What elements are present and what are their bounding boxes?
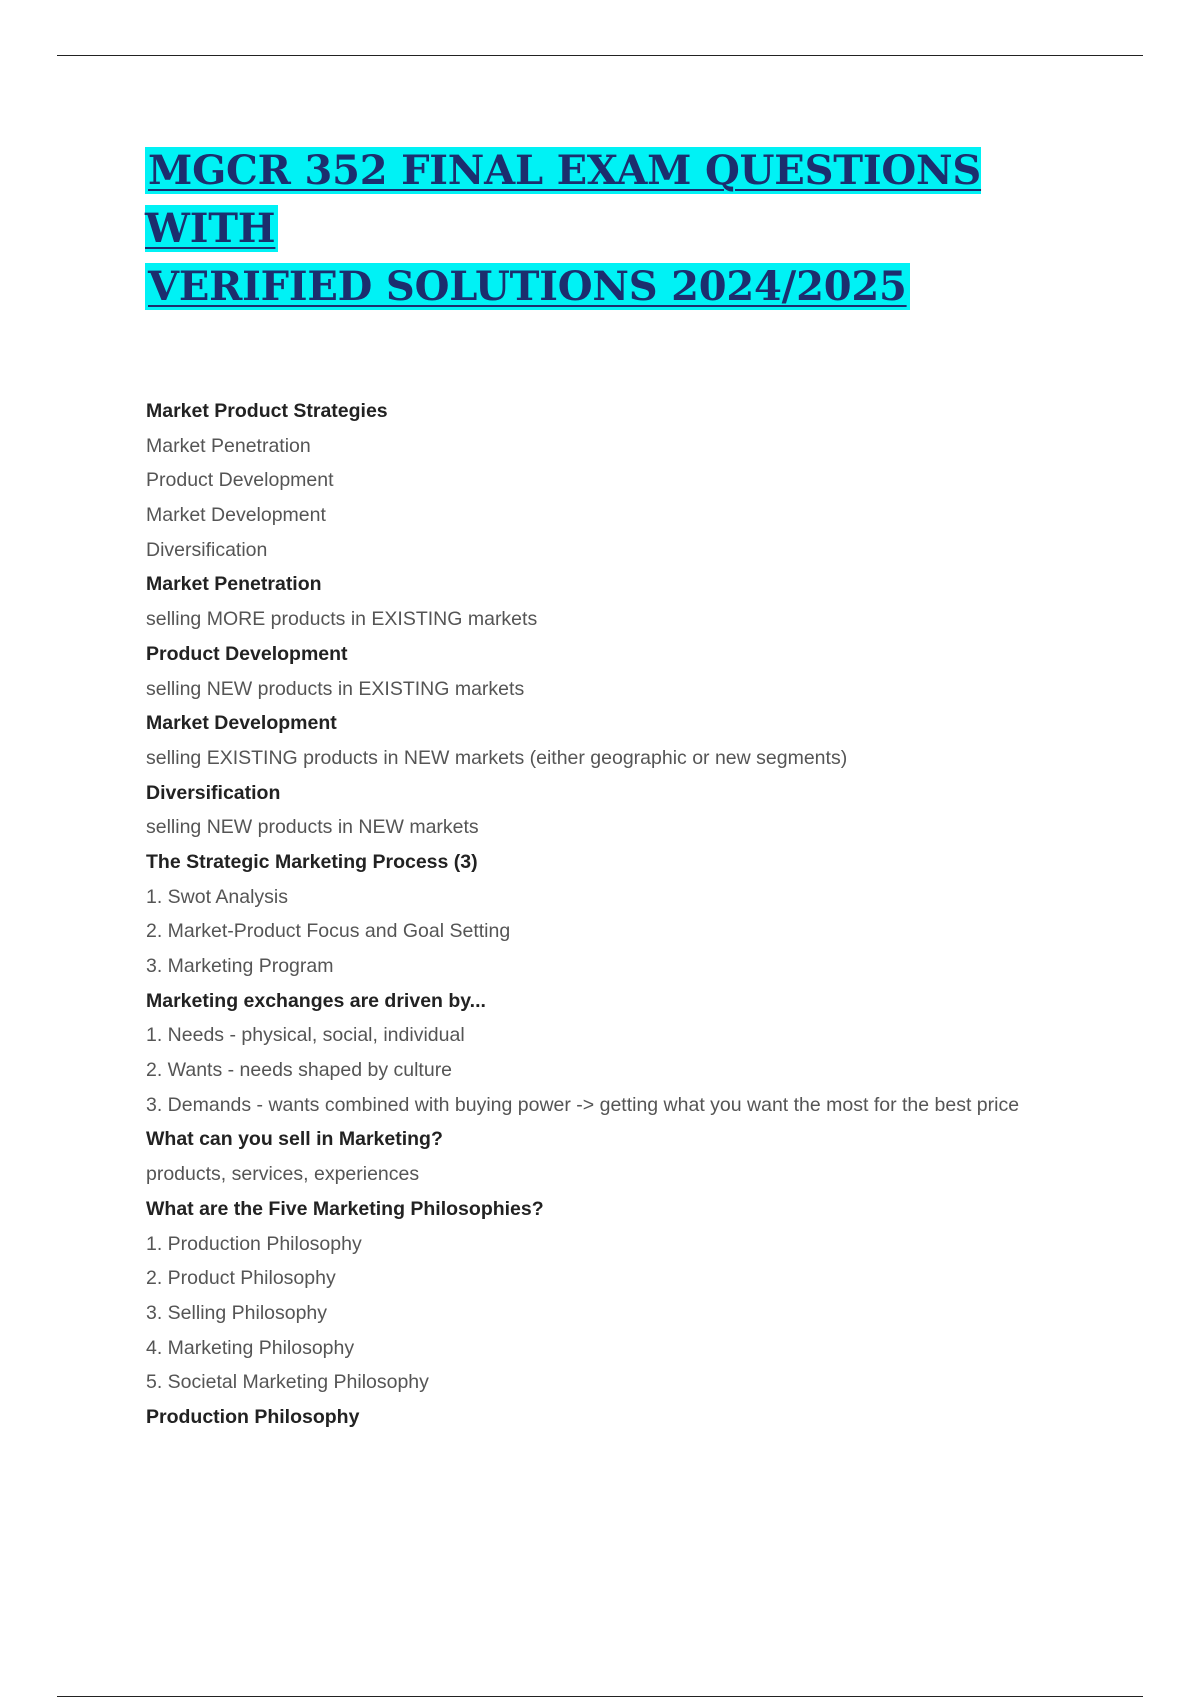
question-heading: Market Development	[146, 712, 337, 735]
answer-line: 1. Swot Analysis	[146, 885, 288, 908]
answer-line: Market Penetration	[146, 434, 311, 457]
answer-line: Product Development	[146, 469, 334, 492]
top-rule	[57, 55, 1143, 56]
answer-line: selling NEW products in EXISTING markets	[146, 677, 525, 700]
question-heading: Market Product Strategies	[146, 400, 388, 422]
answer-line: 2. Market-Product Focus and Goal Setting	[146, 920, 511, 943]
question-heading: Marketing exchanges are driven by...	[146, 989, 486, 1012]
answer-line: Diversification	[146, 538, 268, 561]
answer-line: 5. Societal Marketing Philosophy	[146, 1371, 429, 1394]
question-heading: What can you sell in Marketing?	[146, 1128, 443, 1151]
answer-line: products, services, experiences	[146, 1163, 420, 1186]
answer-line: 3. Marketing Program	[146, 955, 334, 977]
document-title	[145, 142, 1085, 316]
question-heading: Diversification	[146, 781, 281, 804]
answer-line: selling MORE products in EXISTING markets	[146, 608, 538, 631]
question-heading: What are the Five Marketing Philosophies?	[146, 1197, 544, 1220]
question-heading: Production Philosophy	[146, 1405, 360, 1428]
answer-line: 4. Marketing Philosophy	[146, 1336, 355, 1359]
answer-line: 1. Needs - physical, social, individual	[146, 1024, 465, 1047]
answer-line: 2. Product Philosophy	[146, 1267, 336, 1290]
answer-line: Market Development	[146, 504, 326, 527]
title-line-2: VERIFIED SOLUTIONS 2024/2025	[145, 263, 910, 310]
answer-line: 3. Selling Philosophy	[146, 1301, 328, 1324]
question-answer-list	[146, 394, 1146, 1435]
title-line-1: MGCR 352 FINAL EXAM QUESTIONS WITH	[145, 147, 982, 252]
answer-line: selling EXISTING products in NEW markets (either geographic or new segments)	[146, 746, 848, 769]
bottom-rule	[57, 1696, 1143, 1697]
answer-line: selling NEW products in NEW markets	[146, 816, 479, 839]
answer-line: 2. Wants - needs shaped by culture	[146, 1059, 453, 1082]
question-heading: The Strategic Marketing Process (3)	[146, 850, 478, 873]
answer-line: 1. Production Philosophy	[146, 1232, 362, 1255]
answer-line: 3. Demands - wants combined with buying power -> getting what you want the most for the best price	[146, 1093, 1020, 1116]
question-heading: Product Development	[146, 642, 348, 665]
question-heading: Market Penetration	[146, 573, 322, 596]
